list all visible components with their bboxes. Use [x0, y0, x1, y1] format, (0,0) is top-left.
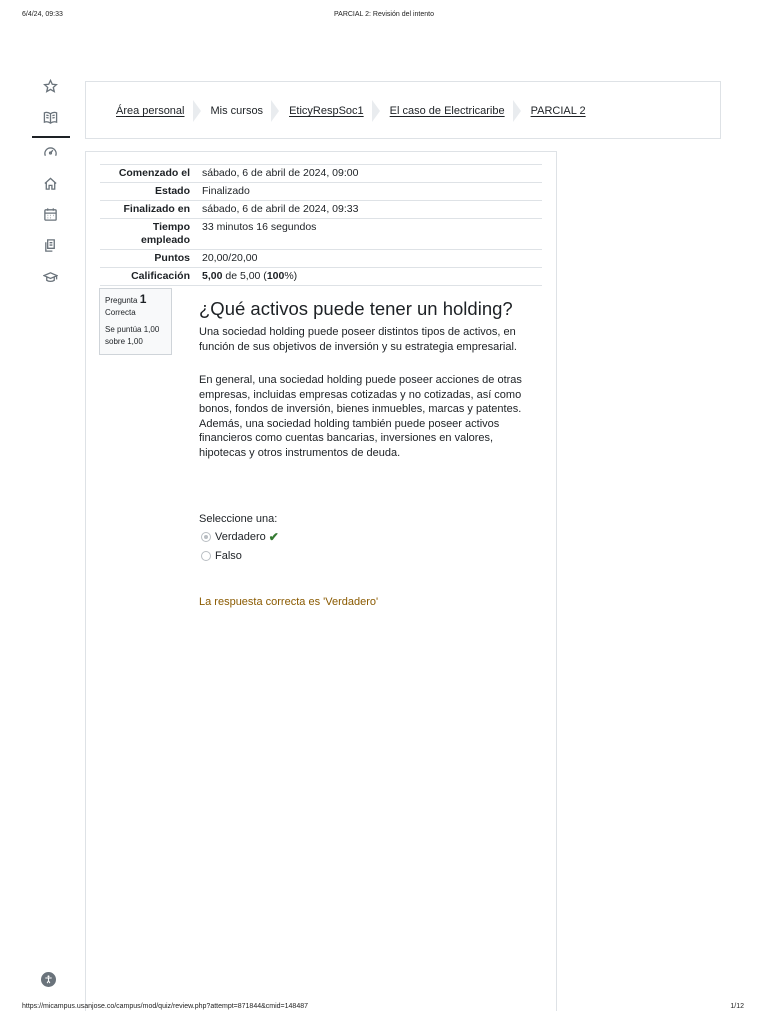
question-mark-line1: Se puntúa 1,00: [105, 325, 160, 334]
print-title: PARCIAL 2: Revisión del intento: [334, 11, 434, 18]
breadcrumb-separator: [193, 100, 203, 122]
breadcrumb: [85, 81, 721, 139]
answer-option-label: Falso: [215, 550, 242, 562]
summary-label: Tiempo empleado: [140, 221, 190, 246]
radio-button-selected[interactable]: [201, 532, 211, 542]
breadcrumb-item-section[interactable]: El caso de Electricaribe: [389, 105, 505, 117]
check-icon: ✔: [268, 530, 279, 544]
breadcrumb-separator: [271, 100, 281, 122]
summary-row: [100, 219, 542, 250]
print-datetime: 6/4/24, 09:33: [22, 11, 63, 18]
print-footer: [0, 1003, 768, 1015]
summary-row: [100, 201, 542, 219]
star-icon[interactable]: [30, 74, 70, 98]
summary-row-grade: [100, 268, 542, 286]
grade-percent-suffix: %): [284, 270, 298, 282]
breadcrumb-list: [116, 82, 586, 140]
answer-option-verdadero[interactable]: [201, 530, 279, 544]
grade-value: [198, 268, 542, 286]
graduation-cap-icon[interactable]: [30, 265, 70, 289]
question-number: [105, 293, 166, 307]
answer-prompt: Seleccione una:: [199, 513, 278, 525]
question-info-box: [99, 288, 172, 355]
breadcrumb-item-mis-cursos[interactable]: Mis cursos: [210, 105, 264, 117]
calendar-icon[interactable]: [30, 202, 70, 226]
summary-label: Puntos: [154, 252, 190, 264]
summary-row: [100, 183, 542, 201]
active-nav-indicator: [32, 136, 70, 138]
grade-percent: 100: [266, 270, 285, 282]
summary-row: [100, 250, 542, 268]
print-header: [0, 11, 768, 23]
question-number-label: Pregunta: [105, 296, 138, 305]
question-title: ¿Qué activos puede tener un holding?: [199, 298, 513, 319]
correct-answer-feedback: La respuesta correcta es 'Verdadero': [199, 596, 379, 608]
summary-label: Estado: [154, 185, 190, 197]
question-number-value: 1: [139, 292, 147, 306]
book-icon[interactable]: [30, 105, 70, 129]
summary-value: Finalizado: [202, 185, 250, 197]
summary-label: Comenzado el: [118, 167, 190, 179]
accessibility-icon[interactable]: [41, 972, 56, 987]
question-mark-line2: sobre 1,00: [105, 337, 143, 346]
breadcrumb-item-area-personal[interactable]: Área personal: [116, 105, 185, 117]
summary-row: [100, 165, 542, 183]
answer-option-label: Verdadero: [215, 531, 266, 543]
breadcrumb-separator: [372, 100, 382, 122]
summary-value: sábado, 6 de abril de 2024, 09:00: [202, 167, 359, 179]
question-paragraph-2: En general, una sociedad holding puede poseer acciones de otras empresas, incluidas empresas cotizadas y no cotizadas, así como bonos, fondos de inversión, bienes inmuebles, marcas y patentes. Además, una sociedad holding también puede poseer activos financieros como cuentas bancarias, inversiones en valores, hipotecas y otros instrumentos de deuda.: [199, 374, 522, 459]
question-paragraph-1: Una sociedad holding puede poseer distintos tipos de activos, en función de sus objetivos de inversión y su estrategia empresarial.: [199, 326, 517, 353]
answer-option-falso[interactable]: [201, 550, 242, 562]
grade-score: 5,00: [202, 270, 223, 282]
breadcrumb-item-course[interactable]: EticyRespSoc1: [289, 105, 364, 117]
breadcrumb-separator: [513, 100, 523, 122]
files-icon[interactable]: [30, 233, 70, 257]
attempt-summary-table: [100, 164, 542, 286]
dashboard-icon[interactable]: [30, 140, 70, 164]
grade-label: Calificación: [131, 270, 190, 282]
print-url: https://micampus.usanjose.co/campus/mod/quiz/review.php?attempt=871844&cmid=148487: [22, 1003, 309, 1010]
summary-value: 33 minutos 16 segundos: [202, 221, 317, 233]
print-page-number: 1/12: [730, 1003, 744, 1010]
question-state: Correcta: [105, 308, 136, 317]
summary-value: 20,00/20,00: [202, 252, 258, 264]
summary-value: sábado, 6 de abril de 2024, 09:33: [202, 203, 359, 215]
home-icon[interactable]: [30, 171, 70, 195]
radio-button[interactable]: [201, 551, 211, 561]
breadcrumb-item-quiz[interactable]: PARCIAL 2: [530, 105, 586, 117]
summary-label: Finalizado en: [123, 203, 190, 215]
grade-of: de 5,00 (: [222, 270, 267, 282]
